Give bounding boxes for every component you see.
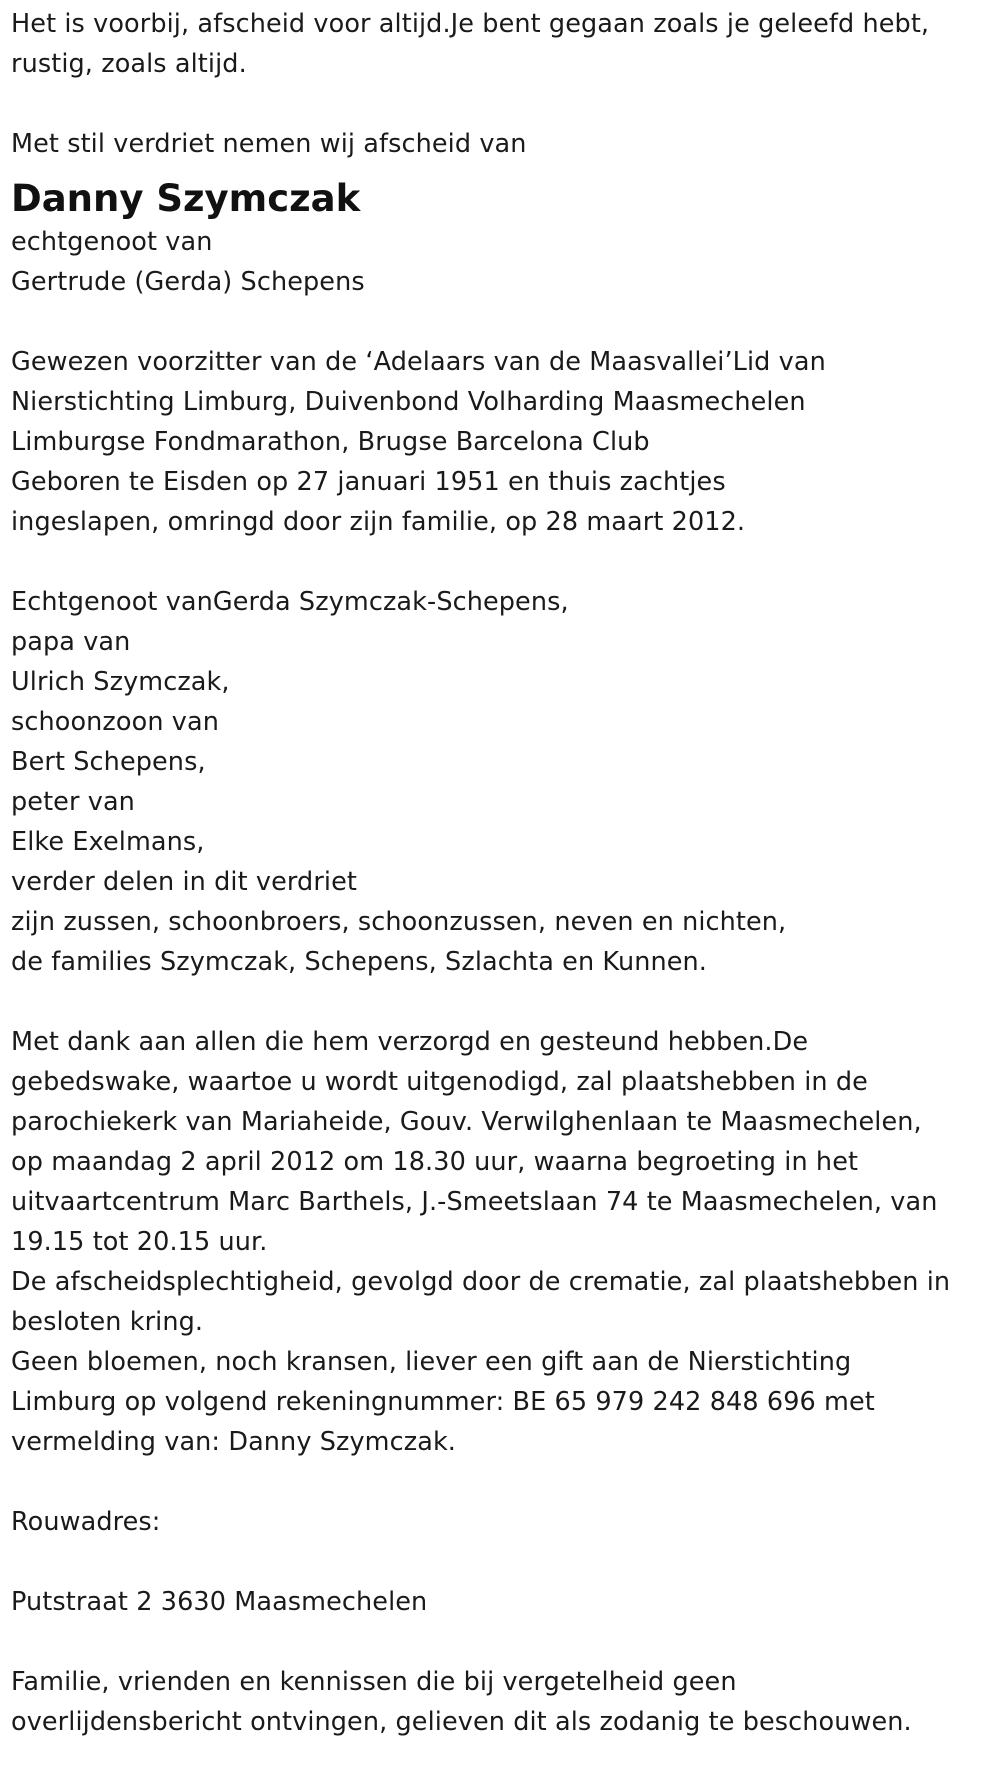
spouse-block (11, 222, 996, 302)
family-block (11, 582, 996, 982)
ceremony-line: uitvaartcentrum Marc Barthels, J.-Smeetslaan 74 te Maasmechelen, van (11, 1187, 938, 1217)
family-line: Ulrich Szymczak, (11, 667, 230, 697)
family-line: zijn zussen, schoonbroers, schoonzussen, neven en nichten, (11, 907, 787, 937)
intro-block (11, 4, 996, 84)
spacer (11, 84, 996, 124)
ceremony-line: Met dank aan allen die hem verzorgd en gesteund hebben.De (11, 1027, 809, 1057)
closing-line: Familie, vrienden en kennissen die bij vergetelheid geen (11, 1667, 737, 1697)
address-text: Putstraat 2 3630 Maasmechelen (11, 1587, 428, 1617)
closing-block (11, 1662, 996, 1742)
family-line: Elke Exelmans, (11, 827, 205, 857)
spouse-line: Gertrude (Gerda) Schepens (11, 267, 365, 297)
family-line: de families Szymczak, Schepens, Szlachta en Kunnen. (11, 947, 708, 977)
address-label: Rouwadres: (11, 1507, 161, 1537)
ceremony-line: gebedswake, waartoe u wordt uitgenodigd, zal plaatshebben in de (11, 1067, 868, 1097)
ceremony-line: besloten kring. (11, 1307, 204, 1337)
bio-line: Nierstichting Limburg, Duivenbond Volharding Maasmechelen (11, 387, 806, 417)
spacer (11, 1622, 996, 1662)
intro-line: Het is voorbij, afscheid voor altijd.Je bent gegaan zoals je geleefd hebt, (11, 9, 930, 39)
bio-line: Gewezen voorzitter van de ‘Adelaars van de Maasvallei’Lid van (11, 347, 826, 377)
ceremony-block (11, 1022, 996, 1462)
ceremony-line: op maandag 2 april 2012 om 18.30 uur, waarna begroeting in het (11, 1147, 859, 1177)
spacer (11, 1462, 996, 1502)
ceremony-line: De afscheidsplechtigheid, gevolgd door de crematie, zal plaatshebben in (11, 1267, 951, 1297)
closing-line: overlijdensbericht ontvingen, gelieven dit als zodanig te beschouwen. (11, 1707, 912, 1737)
spacer (11, 542, 996, 582)
bio-block (11, 342, 996, 542)
spacer (11, 302, 996, 342)
ceremony-line: vermelding van: Danny Szymczak. (11, 1427, 457, 1457)
family-line: Echtgenoot vanGerda Szymczak-Schepens, (11, 587, 569, 617)
spacer (11, 982, 996, 1022)
family-line: Bert Schepens, (11, 747, 206, 777)
family-line: schoonzoon van (11, 707, 219, 737)
ceremony-line: parochiekerk van Mariaheide, Gouv. Verwilghenlaan te Maasmechelen, (11, 1107, 922, 1137)
ceremony-line: Geen bloemen, noch kransen, liever een gift aan de Nierstichting (11, 1347, 852, 1377)
spacer (11, 1542, 996, 1582)
ceremony-line: Limburg op volgend rekeningnummer: BE 65 979 242 848 696 met (11, 1387, 875, 1417)
bio-line: ingeslapen, omringd door zijn familie, op 28 maart 2012. (11, 507, 746, 537)
ceremony-line: 19.15 tot 20.15 uur. (11, 1227, 268, 1257)
family-line: papa van (11, 627, 131, 657)
intro-line: rustig, zoals altijd. (11, 49, 247, 79)
obituary-document (11, 4, 996, 1742)
family-line: peter van (11, 787, 135, 817)
bio-line: Limburgse Fondmarathon, Brugse Barcelona Club (11, 427, 650, 457)
deceased-name-heading: Danny Szymczak (11, 177, 361, 220)
spouse-line: echtgenoot van (11, 227, 213, 257)
family-line: verder delen in dit verdriet (11, 867, 357, 897)
bio-line: Geboren te Eisden op 27 januari 1951 en thuis zachtjes (11, 467, 726, 497)
announcement-text: Met stil verdriet nemen wij afscheid van (11, 129, 527, 159)
